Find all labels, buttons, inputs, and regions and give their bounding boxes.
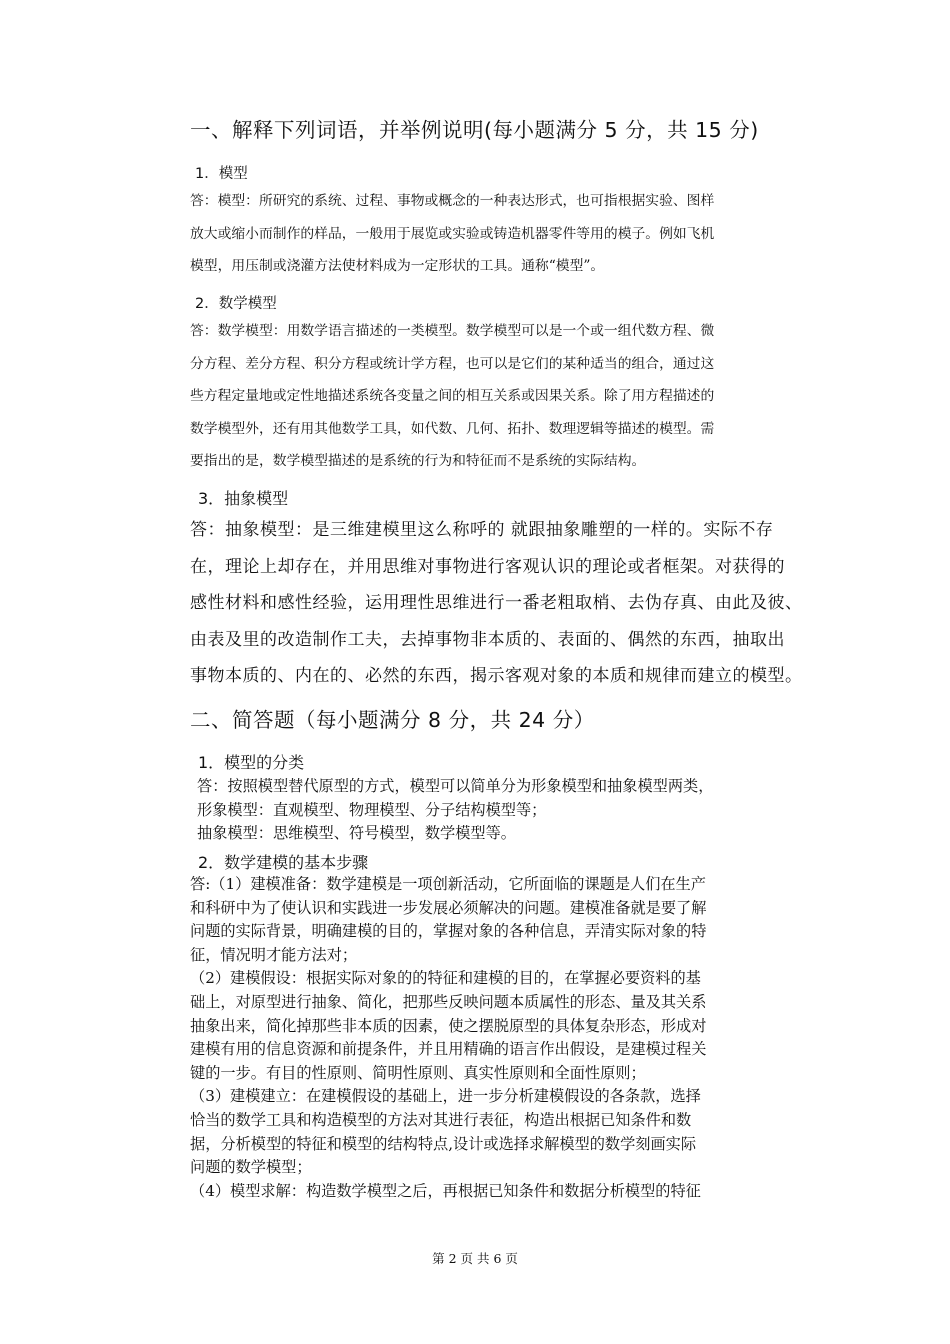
item-label-model-classification: 1．模型的分类 (198, 753, 305, 772)
item-label-math-model: 2．数学模型 (195, 296, 277, 312)
section-1-title: 一、解释下列词语，并举例说明(每小题满分 5 分，共 15 分) (190, 118, 759, 142)
answer-modeling-steps: 答:（1）建模准备：数学建模是一项创新活动，它所面临的课题是人们在生产 和科研中为了使认识和实践进一步发展必须解决的问题。建模准备就是要了解 问题的实际背景，明确建模的目的，掌握对象的各种信息，弄清实际对象的特 征，情况明才能方法对； （2）建模假设：根据实际对象的的特征和建模的目的，在掌握必要资料的基 础上，对原型进行抽象、简化，把那些反映问题本质属性的形态、量及其关系 抽象出来，简化掉那些非本质的因素，使之摆脱原型的具体复杂形态，形成对 建模有用的信息资源和前提条件，并且用精确的语言作出假设，是建模过程关 键的一步。有目的性原则、简明性原则、真实性原则和全面性原则； （3）建模建立：在建模假设的基础上，进一步分析建模假设的各条款，选择 恰当的数学工具和构造模型的方法对其进行表征，构造出根据已知条件和数 据，分析模型的特征和模型的结构特点,设计或选择求解模型的数学刻画实际 问题的数学模型； （4）模型求解：构造数学模型之后，再根据已知条件和数据分析模型的特征 (190, 875, 707, 1200)
section-2-title: 二、简答题（每小题满分 8 分，共 24 分） (190, 708, 595, 732)
item-label-modeling-steps: 2．数学建模的基本步骤 (198, 853, 369, 872)
page-footer: 第 2 页 共 6 页 (432, 1251, 518, 1266)
answer-model-classification: 答：按照模型替代原型的方式，模型可以简单分为形象模型和抽象模型两类， 形象模型：直观模型、物理模型、分子结构模型等； 抽象模型：思维模型、符号模型，数学模型等。 (197, 777, 714, 843)
item-label-model: 1．模型 (195, 166, 248, 182)
answer-math-model: 答：数学模型：用数学语言描述的一类模型。数学模型可以是一个或一组代数方程、微 分方程、差分方程、积分方程或统计学方程，也可以是它们的某种适当的组合，通过这 些方程定量地或定性地描述系统各变量之间的相互关系或因果关系。除了用方程描述的 数学模型外，还有用其他数学工具，如代数、几何、拓扑、数理逻辑等描述的模型。需 要指出的是，数学模型描述的是系统的行为和特征而不是系统的实际结构。 (190, 323, 715, 469)
item-label-abstract-model: 3．抽象模型 (198, 489, 289, 508)
answer-abstract-model: 答：抽象模型：是三维建模里这么称呼的 就跟抽象雕塑的一样的。实际不存 在，理论上却存在，并用思维对事物进行客观认识的理论或者框架。对获得的 感性材料和感性经验，运用理性思维进行一番老粗取梢、去伪存真、由此及彼、 由表及里的改造制作工夫，去掉事物非本质的、表面的、偶然的东西，抽取出 事物本质的、内在的、必然的东西，揭示客观对象的本质和规律而建立的模型。 (190, 520, 803, 687)
answer-model: 答：模型：所研究的系统、过程、事物或概念的一种表达形式，也可指根据实验、图样 放大或缩小而制作的样品，一般用于展览或实验或铸造机器零件等用的模子。例如飞机 模型，用压制或浇灌方法使材料成为一定形状的工具。通称“模型”。 (190, 193, 715, 274)
